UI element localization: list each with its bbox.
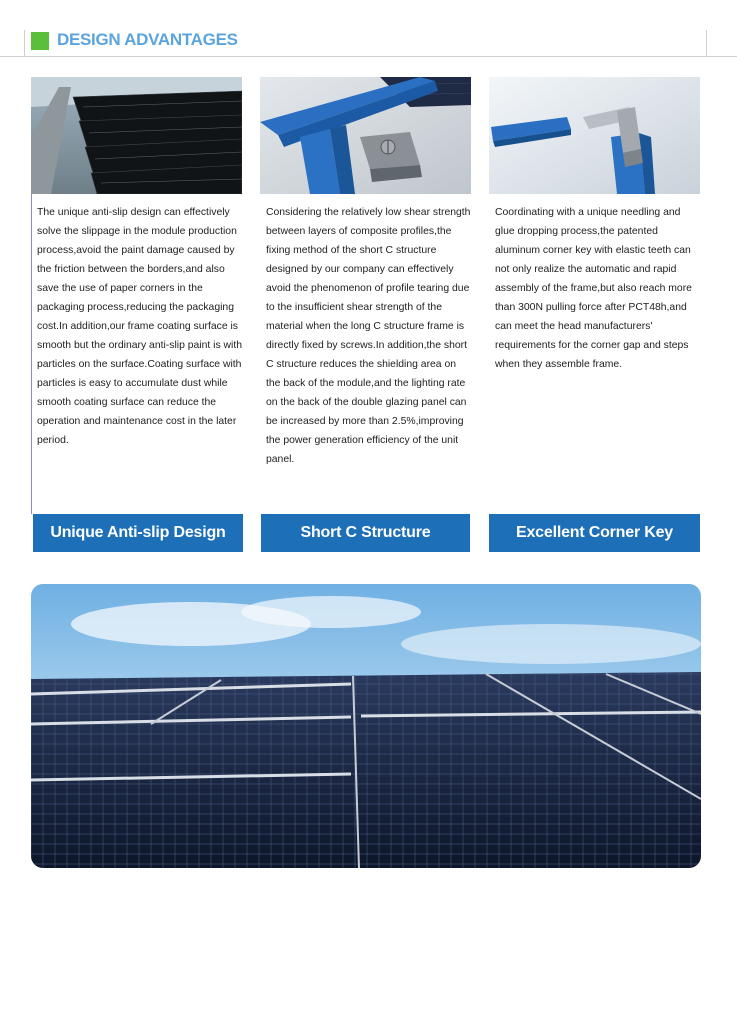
page-header [0, 0, 737, 60]
anti-slip-label-bar: Unique Anti-slip Design [33, 514, 243, 552]
short-c-structure-photo [260, 77, 471, 194]
short-c-description: Considering the relatively low shear strength between layers of composite profiles,the fixing method of the short C structure designed by our company can effectively avoid the phenomenon of profile tearing due to the insufficient shear strength of the material when the long C structure frame is directly fixed by screws.In addition,the short C structure reduces the shielding area on the back of the module,and the lighting rate on the back of the double glazing panel can be increased by more than 2.5%,improving the power generation efficiency of the unit panel. [266, 207, 471, 465]
column-rule [31, 194, 32, 514]
corner-key-label-bar: Excellent Corner Key [489, 514, 700, 552]
short-c-label-bar: Short C Structure [261, 514, 470, 552]
anti-slip-photo [31, 77, 242, 194]
page-title: DESIGN ADVANTAGES [57, 30, 238, 49]
frame-corner-left [24, 30, 25, 56]
frame-corner-right [706, 30, 707, 56]
corner-key-photo [489, 77, 700, 194]
corner-key-description: Coordinating with a unique needling and glue dropping process,the patented aluminum corner key with elastic teeth can not only realize the automatic and rapid assembly of the frame,but also reach more than 300N pulling force after PCT48h,and can meet the head manufacturers' requirements for the corner gap and steps when they assemble frame. [495, 207, 692, 370]
solar-field-banner [31, 584, 701, 868]
green-square-icon [31, 32, 49, 50]
anti-slip-description: The unique anti-slip design can effectively solve the slippage in the module production process,avoid the paint damage caused by the friction between the borders,and also save the use of paper corners in the packaging process,reducing the packaging cost.In addition,our frame coating surface is smooth but the ordinary anti-slip paint is with particles on the surface.Coating surface with particles is easy to accumulate dust while smooth coating surface can reduce the operation and maintenance cost in the later period. [37, 207, 243, 446]
header-rule [0, 56, 737, 57]
